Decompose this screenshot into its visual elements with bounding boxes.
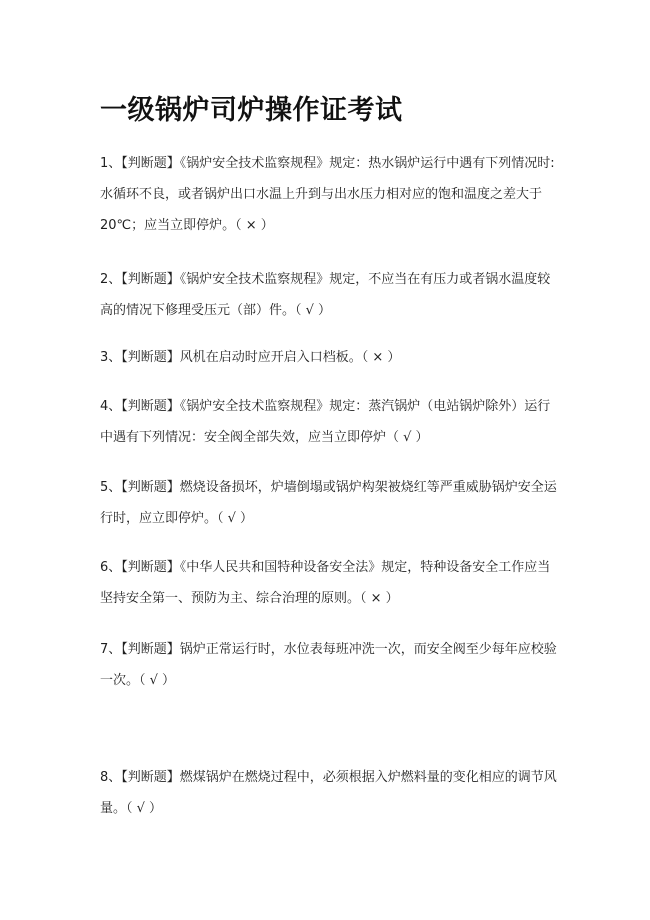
page-title: 一级锅炉司炉操作证考试 <box>100 95 403 126</box>
question-3: 3、【判断题】风机在启动时应开启入口档板。（ × ） <box>100 350 401 365</box>
question-7: 7、【判断题】锅炉正常运行时，水位表每班冲洗一次，而安全阀至少每年应校验一次。（ √ ） <box>100 642 557 688</box>
question-4: 4、【判断题】《锅炉安全技术监察规程》规定：蒸汽锅炉（电站锅炉除外）运行中遇有下列情况：安全阀全部失效，应当立即停炉（ √ ） <box>100 399 551 445</box>
question-6: 6、【判断题】《中华人民共和国特种设备安全法》规定，特种设备安全工作应当坚持安全第一、预防为主、综合治理的原则。（ × ） <box>100 560 551 606</box>
question-8: 8、【判断题】燃煤锅炉在燃烧过程中，必须根据入炉燃料量的变化相应的调节风量。（ √ ） <box>100 770 557 816</box>
question-1: 1、【判断题】《锅炉安全技术监察规程》规定：热水锅炉运行中遇有下列情况时: 水循环不良，或者锅炉出口水温上升到与出水压力相对应的饱和温度之差大于 20℃；应当立即停炉。（ × ） <box>100 156 555 233</box>
question-5: 5、【判断题】燃烧设备损坏，炉墙倒塌或锅炉构架被烧红等严重威胁锅炉安全运行时，应立即停炉。（ √ ） <box>100 480 557 526</box>
question-2: 2、【判断题】《锅炉安全技术监察规程》规定，不应当在有压力或者锅水温度较高的情况下修理受压元（部）件。（ √ ） <box>100 272 551 318</box>
